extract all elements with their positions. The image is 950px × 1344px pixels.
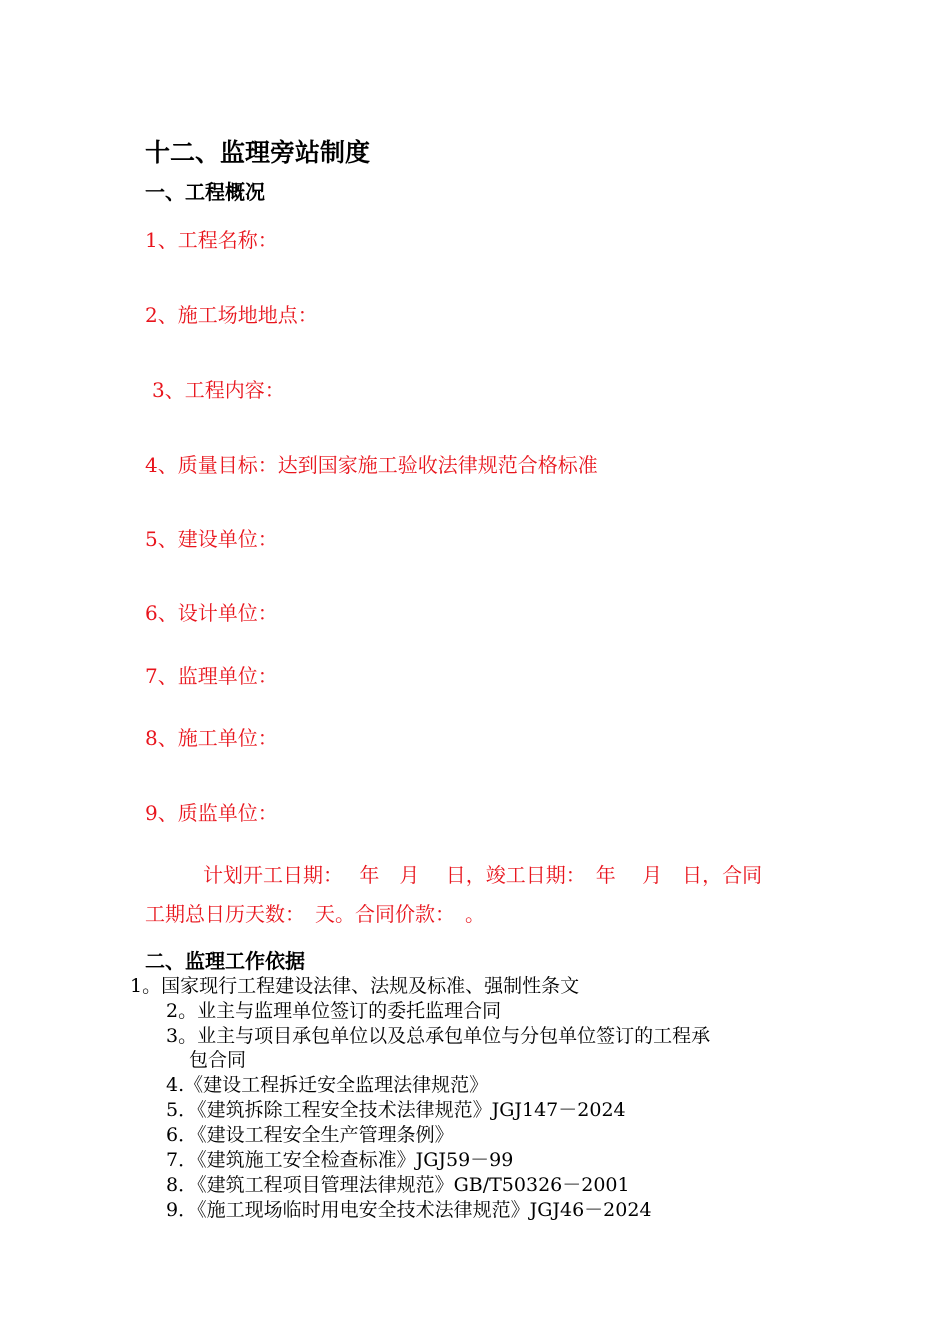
schedule-line-1: 计划开工日期： 年 月 日，竣工日期： 年 月 日，合同 [203, 863, 763, 887]
basis-item-3: 3。业主与项目承包单位以及总承包单位与分包单位签订的工程承 [166, 1025, 711, 1047]
overview-item-project-content: 3、工程内容： [152, 378, 285, 402]
overview-item-quality-inspection-unit: 9、质监单位： [145, 801, 278, 825]
schedule-line-2: 工期总日历天数： 天。合同价款： 。 [145, 902, 485, 926]
basis-item-2: 2。业主与监理单位签订的委托监理合同 [166, 1000, 502, 1022]
overview-item-supervision-unit: 7、监理单位： [145, 664, 278, 688]
overview-item-construction-unit: 5、建设单位： [145, 527, 278, 551]
overview-item-design-unit: 6、设计单位： [145, 601, 278, 625]
basis-item-1: 1。国家现行工程建设法律、法规及标准、强制性条文 [130, 975, 580, 997]
basis-item-5: 5．《建筑拆除工程安全技术法律规范》JGJ147－2024 [166, 1099, 626, 1121]
section-heading-overview: 一、工程概况 [145, 180, 265, 204]
overview-item-project-name: 1、工程名称： [145, 228, 278, 252]
basis-item-6: 6．《建设工程安全生产管理条例》 [166, 1124, 454, 1146]
basis-item-8: 8．《建筑工程项目管理法律规范》GB/T50326－2001 [166, 1174, 630, 1196]
overview-item-contractor-unit: 8、施工单位： [145, 726, 278, 750]
overview-item-quality-target: 4、质量目标：达到国家施工验收法律规范合格标准 [145, 453, 598, 477]
section-heading-basis: 二、监理工作依据 [145, 949, 305, 973]
basis-item-3-continued: 包合同 [189, 1049, 247, 1071]
basis-item-4: 4.《建设工程拆迁安全监理法律规范》 [166, 1074, 489, 1096]
document-title: 十二、监理旁站制度 [145, 138, 371, 167]
overview-item-site-location: 2、施工场地地点： [145, 303, 318, 327]
basis-item-7: 7．《建筑施工安全检查标准》JGJ59－99 [166, 1149, 514, 1171]
basis-item-9: 9．《施工现场临时用电安全技术法律规范》JGJ46－2024 [166, 1199, 652, 1221]
